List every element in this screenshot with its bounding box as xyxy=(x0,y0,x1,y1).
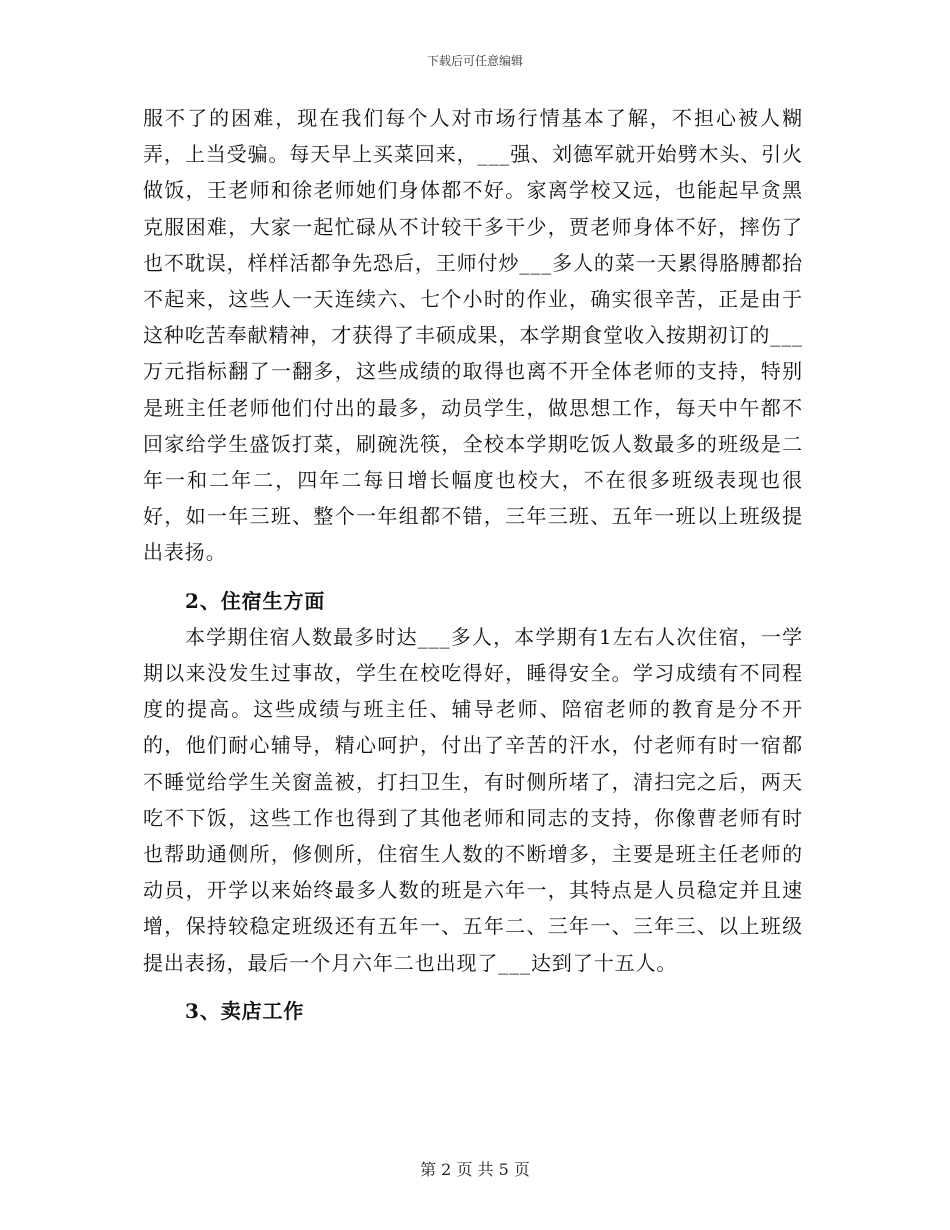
paragraph-canteen-continued: 服不了的困难，现在我们每个人对市场行情基本了解，不担心被人糊弄，上当受骗。每天早上买菜回来，___强、刘德军就开始劈木头、引火做饭，王老师和徐老师她们身体都不好。家离学校又远，也能起早贪黑克服困难，大家一起忙碌从不计较干多干少，贾老师身体不好，摔伤了也不耽误，样样活都争先恐后，王师付炒___多人的菜一天累得胳膊都抬不起来，这些人一天连续六、七个小时的作业，确实很辛苦，正是由于这种吃苦奉献精神，才获得了丰硕成果，本学期食堂收入按期初订的___万元指标翻了一翻多，这些成绩的取得也离不开全体老师的支持，特别是班主任老师他们付出的最多，动员学生，做思想工作，每天中午都不回家给学生盛饭打菜，刷碗洗筷，全校本学期吃饭人数最多的班级是二年一和二年二，四年二每日增长幅度也校大，不在很多班级表现也很好，如一年三班、整个一年组都不错，三年三班、五年一班以上班级提出表扬。 xyxy=(143,106,803,565)
page-number: 第 2 页 共 5 页 xyxy=(420,1160,530,1179)
section-heading-store: 3、卖店工作 xyxy=(185,998,305,1023)
document-body xyxy=(143,100,803,1029)
page-header: 下载后可任意编辑 xyxy=(426,54,523,68)
section-heading-boarding: 2、住宿生方面 xyxy=(185,588,326,613)
paragraph-boarding: 本学期住宿人数最多时达___多人，本学期有1左右人次住宿，一学期以来没发生过事故，学生在校吃得好，睡得安全。学习成绩有不同程度的提高。这些成绩与班主任、辅导老师、陪宿老师的教育是分不开的，他们耐心辅导，精心呵护，付出了辛苦的汗水，付老师有时一宿都不睡觉给学生关窗盖被，打扫卫生，有时侧所堵了，清扫完之后，两天吃不下饭，这些工作也得到了其他老师和同志的支持，你像曹老师有时也帮助通侧所，修侧所，住宿生人数的不断增多，主要是班主任老师的动员，开学以来始终最多人数的班是六年一，其特点是人员稳定并且速增，保持较稳定班级还有五年一、五年二、三年一、三年三、以上班级提出表扬，最后一个月六年二也出现了___达到了十五人。 xyxy=(143,624,803,975)
